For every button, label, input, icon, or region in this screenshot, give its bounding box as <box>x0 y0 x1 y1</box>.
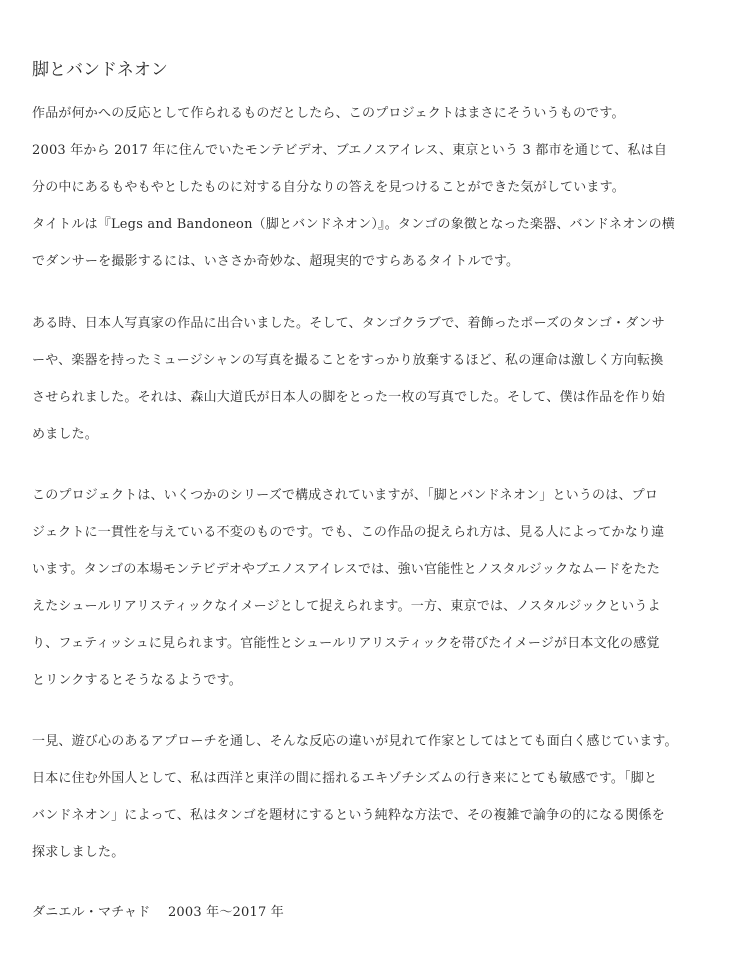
signature: ダニエル・マチャド 2003 年〜2017 年 <box>32 905 284 920</box>
text-line: 探求しました。 <box>32 845 125 860</box>
text-line: めました。 <box>32 427 99 442</box>
text-line: 2003 年から 2017 年に住んでいたモンテビデオ、ブエノスアイレス、東京という 3 都市を通じて、私は自 <box>32 143 668 158</box>
text-line: でダンサーを撮影するには、いささか奇妙な、超現実的ですらあるタイトルです。 <box>32 254 520 269</box>
text-line: ジェクトに一貫性を与えている不変のものです。でも、この作品の捉えられ方は、見る人によってかなり違 <box>32 525 665 540</box>
text-line: り、フェティッシュに見られます。官能性とシュールリアリスティックを帯びたイメージが日本文化の感覚 <box>32 636 660 651</box>
text-line: 分の中にあるもやもやとしたものに対する自分なりの答えを見つけることができた気がしています。 <box>32 180 625 195</box>
text-line: います。タンゴの本場モンテビデオやブエノスアイレスでは、強い官能性とノスタルジックなムードをたた <box>32 562 661 577</box>
text-line: とリンクするとそうなるようです。 <box>32 673 242 688</box>
text-line: させられました。それは、森山大道氏が日本人の脚をとった一枚の写真でした。そして、僕は作品を作り始 <box>32 390 666 405</box>
text-line: ある時、日本人写真家の作品に出合いました。そして、タンゴクラブで、着飾ったポーズのタンゴ・ダンサ <box>32 316 665 331</box>
text-line: 日本に住む外国人として、私は西洋と東洋の間に揺れるエキゾチシズムの行き来にとても敏感です。「脚と <box>32 771 658 786</box>
text-line: タイトルは『Legs and Bandoneon（脚とバンドネオン）』。タンゴの象徴となった楽器、バンドネオンの横 <box>32 217 675 232</box>
text-line: 作品が何かへの反応として作られるものだとしたら、このプロジェクトはまさにそういうものです。 <box>32 106 625 121</box>
text-line: 一見、遊び心のあるアプローチを通し、そんな反応の違いが見れて作家としてはとても面白く感じています。 <box>32 734 678 749</box>
text-line: このプロジェクトは、いくつかのシリーズで構成されていますが、「脚とバンドネオン」というのは、プロ <box>32 488 659 503</box>
text-line: ーや、楽器を持ったミュージシャンの写真を撮ることをすっかり放棄するほど、私の運命は激しく方向転換 <box>32 353 664 368</box>
document-title: 脚とバンドネオン <box>32 60 168 80</box>
text-line: バンドネオン」によって、私はタンゴを題材にするという純粋な方法で、その複雑で論争の的になる関係を <box>32 808 665 823</box>
text-line: えたシュールリアリスティックなイメージとして捉えられます。一方、東京では、ノスタルジックというよ <box>32 599 661 614</box>
